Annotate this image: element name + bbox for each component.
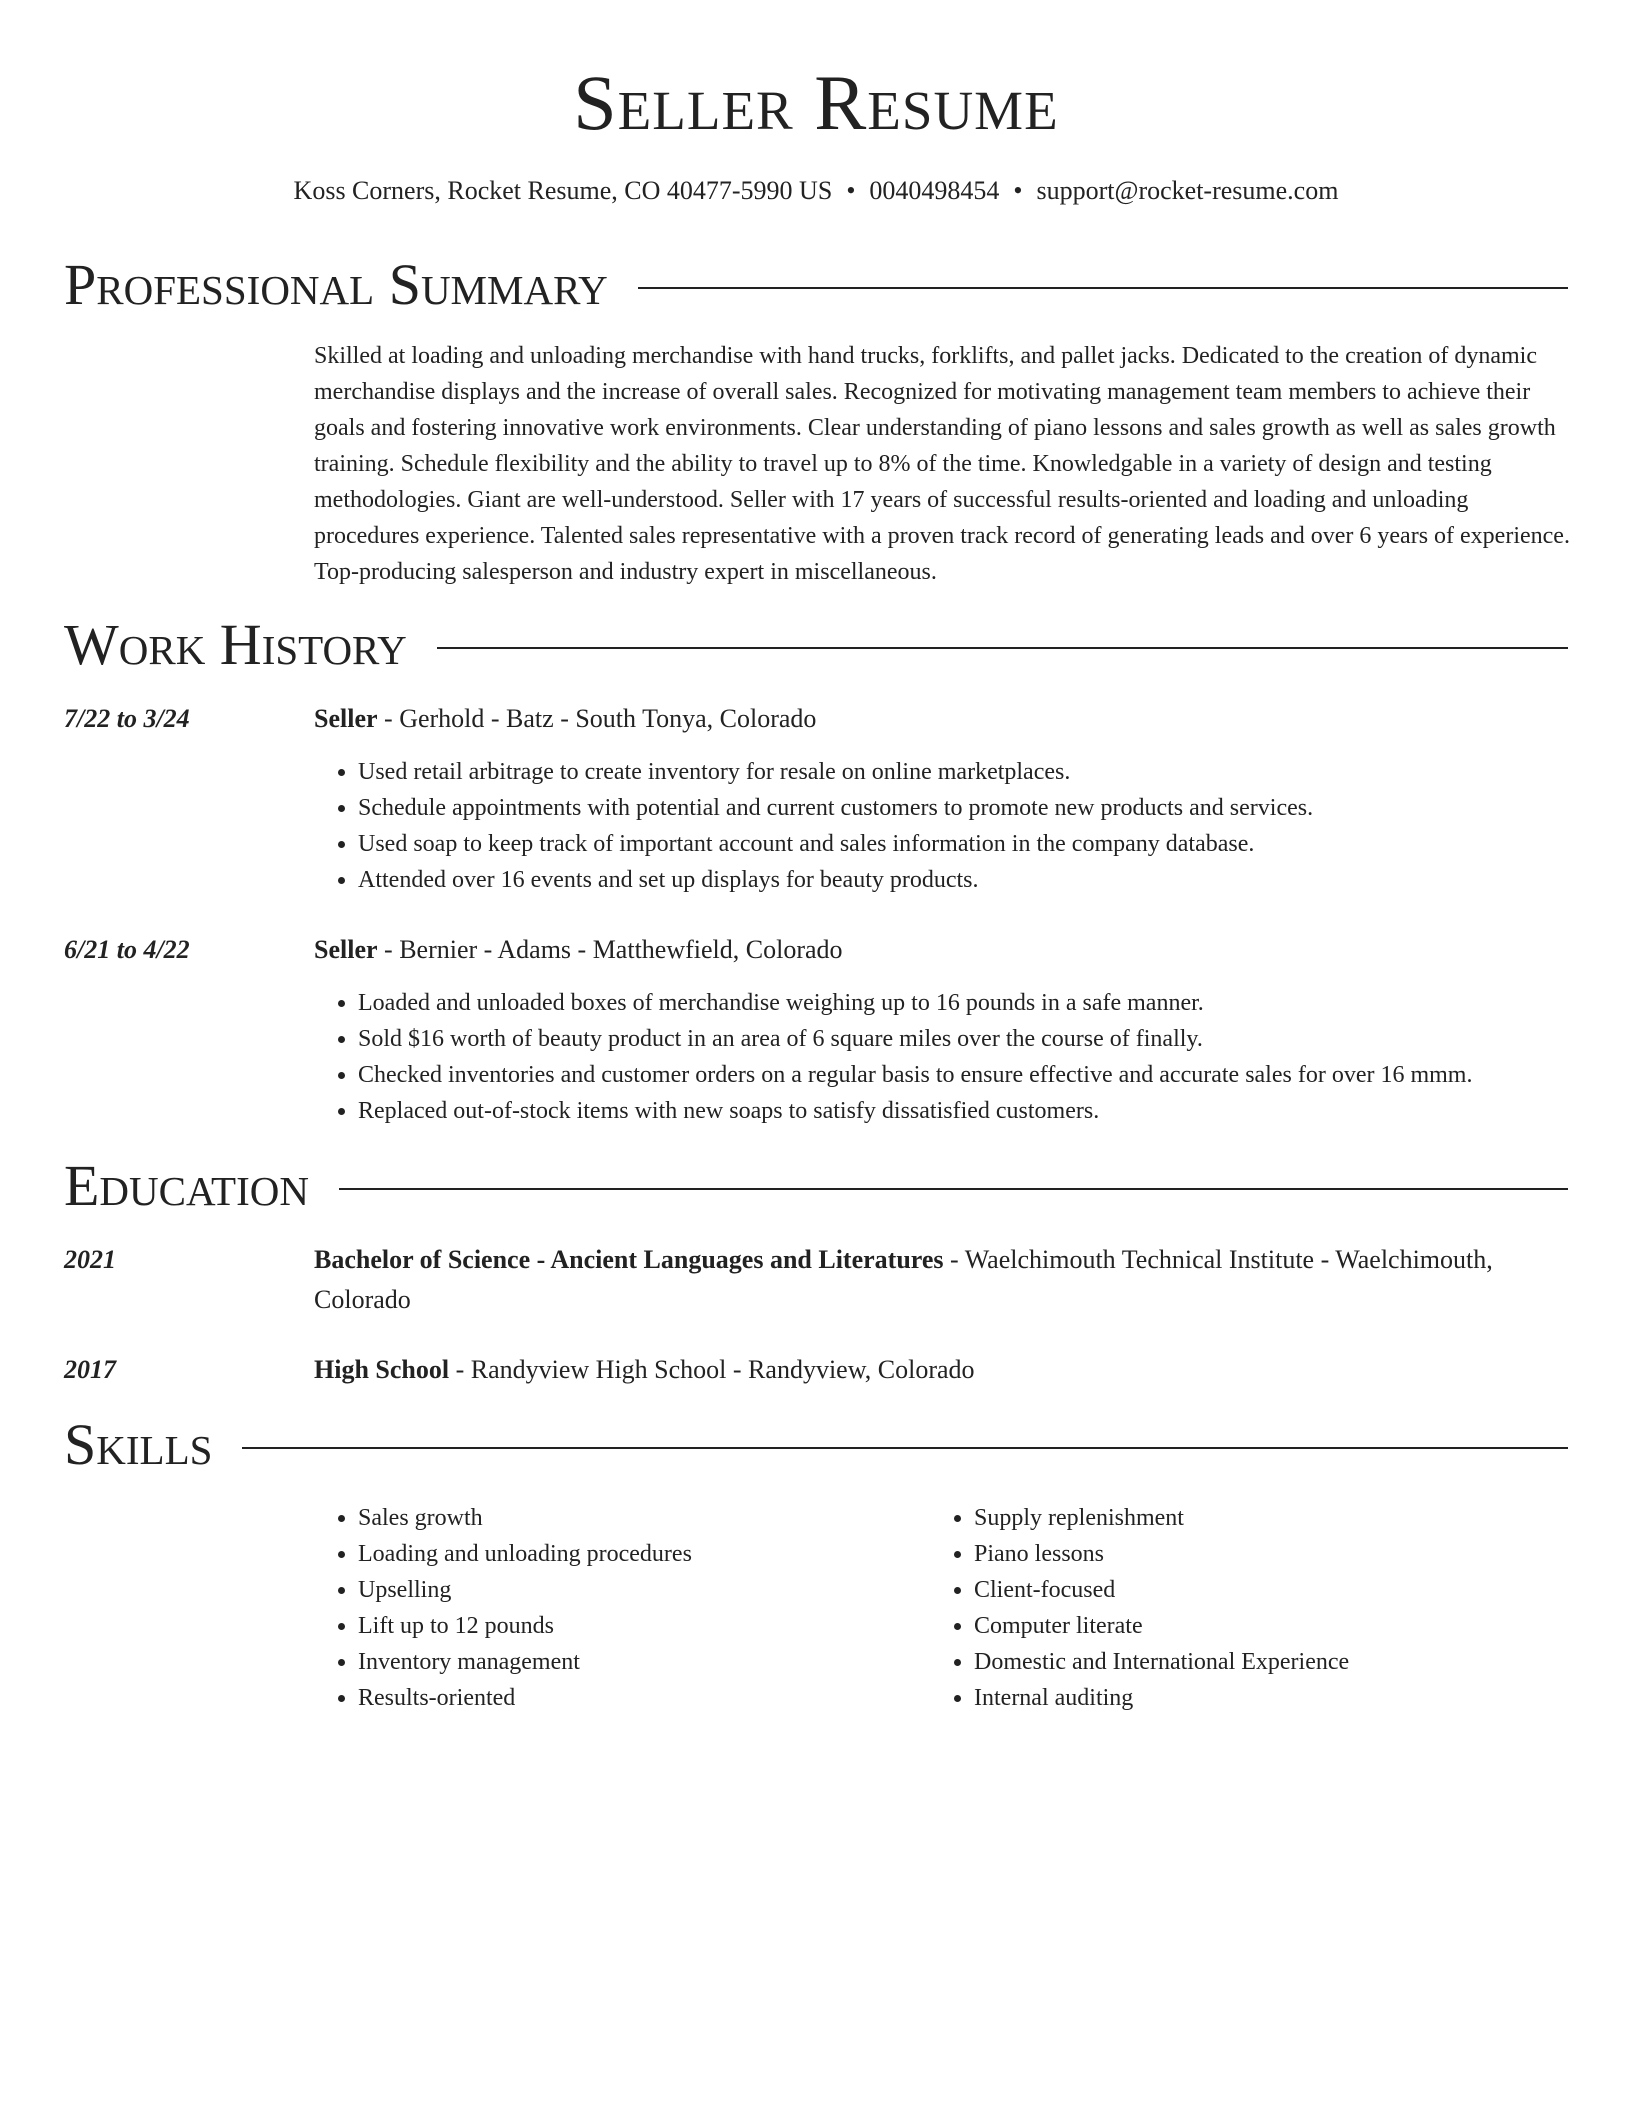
job-bullet: • Checked inventories and customer orders on a regular basis to ensure effective and accurate sales for over 16 mmm. xyxy=(358,1057,1570,1093)
section-divider xyxy=(242,1447,1568,1449)
education-section-header xyxy=(64,1151,1568,1221)
skill-item: • Computer literate xyxy=(974,1608,1614,1644)
contact-phone: 0040498454 xyxy=(869,176,1000,205)
education-school-location: - Randyview High School - Randyview, Colorado xyxy=(449,1355,975,1384)
job-bullet: • Loaded and unloaded boxes of merchandise weighing up to 16 pounds in a safe manner. xyxy=(358,985,1570,1021)
education-degree: Bachelor of Science - Ancient Languages and Literatures xyxy=(314,1245,944,1274)
job-title-line xyxy=(314,699,1570,739)
job-employer-location: - Gerhold - Batz - South Tonya, Colorado xyxy=(377,704,817,733)
skill-item: • Results-oriented xyxy=(358,1680,930,1716)
skills-section-header xyxy=(64,1410,1568,1480)
skill-item: • Client-focused xyxy=(974,1572,1614,1608)
contact-separator: • xyxy=(1013,176,1023,205)
skills-list-right xyxy=(930,1500,1614,1716)
skill-item: • Piano lessons xyxy=(974,1536,1614,1572)
skill-item: • Inventory management xyxy=(358,1644,930,1680)
education-degree: High School xyxy=(314,1355,450,1384)
job-employer-location: - Bernier - Adams - Matthewfield, Colorado xyxy=(377,935,843,964)
job-bullet: • Replaced out-of-stock items with new soaps to satisfy dissatisfied customers. xyxy=(358,1093,1570,1129)
work-section-header xyxy=(64,610,1568,680)
section-divider xyxy=(638,287,1568,289)
education-line xyxy=(314,1350,1570,1390)
job-bullet: • Sold $16 worth of beauty product in an area of 6 square miles over the course of finally. xyxy=(358,1021,1570,1057)
skill-item: • Sales growth xyxy=(358,1500,930,1536)
skill-item: • Lift up to 12 pounds xyxy=(358,1608,930,1644)
job-bullet: • Attended over 16 events and set up displays for beauty products. xyxy=(358,862,1570,898)
skill-item: • Upselling xyxy=(358,1572,930,1608)
education-section-title: Education xyxy=(64,1153,309,1218)
job-bullet: • Schedule appointments with potential and current customers to promote new products and services. xyxy=(358,790,1570,826)
work-section-title: Work History xyxy=(64,612,407,677)
skill-item: • Loading and unloading procedures xyxy=(358,1536,930,1572)
skills-list-left xyxy=(314,1500,930,1716)
job-bullets xyxy=(314,754,1570,898)
education-line xyxy=(314,1240,1570,1320)
skill-item: • Supply replenishment xyxy=(974,1500,1614,1536)
contact-address: Koss Corners, Rocket Resume, CO 40477-5990 US xyxy=(293,176,833,205)
resume-name: Seller Resume xyxy=(573,59,1059,146)
skills-section-title: Skills xyxy=(64,1412,213,1477)
job-position: Seller xyxy=(314,704,378,733)
job-bullet: • Used retail arbitrage to create inventory for resale on online marketplaces. xyxy=(358,754,1570,790)
education-year: 2021 xyxy=(64,1245,116,1274)
contact-line xyxy=(0,174,1632,208)
job-dates: 7/22 to 3/24 xyxy=(64,704,190,733)
job-title-line xyxy=(314,930,1570,970)
job-dates: 6/21 to 4/22 xyxy=(64,935,190,964)
section-divider xyxy=(437,647,1568,649)
contact-separator: • xyxy=(846,176,856,205)
summary-section-title: Professional Summary xyxy=(64,252,608,317)
skill-item: • Internal auditing xyxy=(974,1680,1614,1716)
job-position: Seller xyxy=(314,935,378,964)
section-divider xyxy=(339,1188,1568,1190)
summary-text: Skilled at loading and unloading merchandise with hand trucks, forklifts, and pallet jacks. Dedicated to the creation of dynamic merchandise displays and the increase of overall sales. Recognized for motivating management team members to achieve their goals and fostering innovative work environments. Clear understanding of piano lessons and sales growth as well as sales growth training. Schedule flexibility and the ability to travel up to 8% of the time. Knowledgable in a variety of design and testing methodologies. Giant are well-understood. Seller with 17 years of successful results-oriented and loading and unloading procedures experience. Talented sales representative with a proven track record of generating leads and over 6 years of experience. Top-producing salesperson and industry expert in miscellaneous. xyxy=(314,343,1570,585)
education-school-location: - Waelchimouth Technical Institute - Waelchimouth, Colorado xyxy=(314,1245,1493,1314)
summary-section-header xyxy=(64,250,1568,320)
contact-email: support@rocket-resume.com xyxy=(1036,176,1339,205)
education-year: 2017 xyxy=(64,1355,116,1384)
job-bullets xyxy=(314,985,1570,1129)
job-bullet: • Used soap to keep track of important account and sales information in the company database. xyxy=(358,826,1570,862)
skill-item: • Domestic and International Experience xyxy=(974,1644,1614,1680)
